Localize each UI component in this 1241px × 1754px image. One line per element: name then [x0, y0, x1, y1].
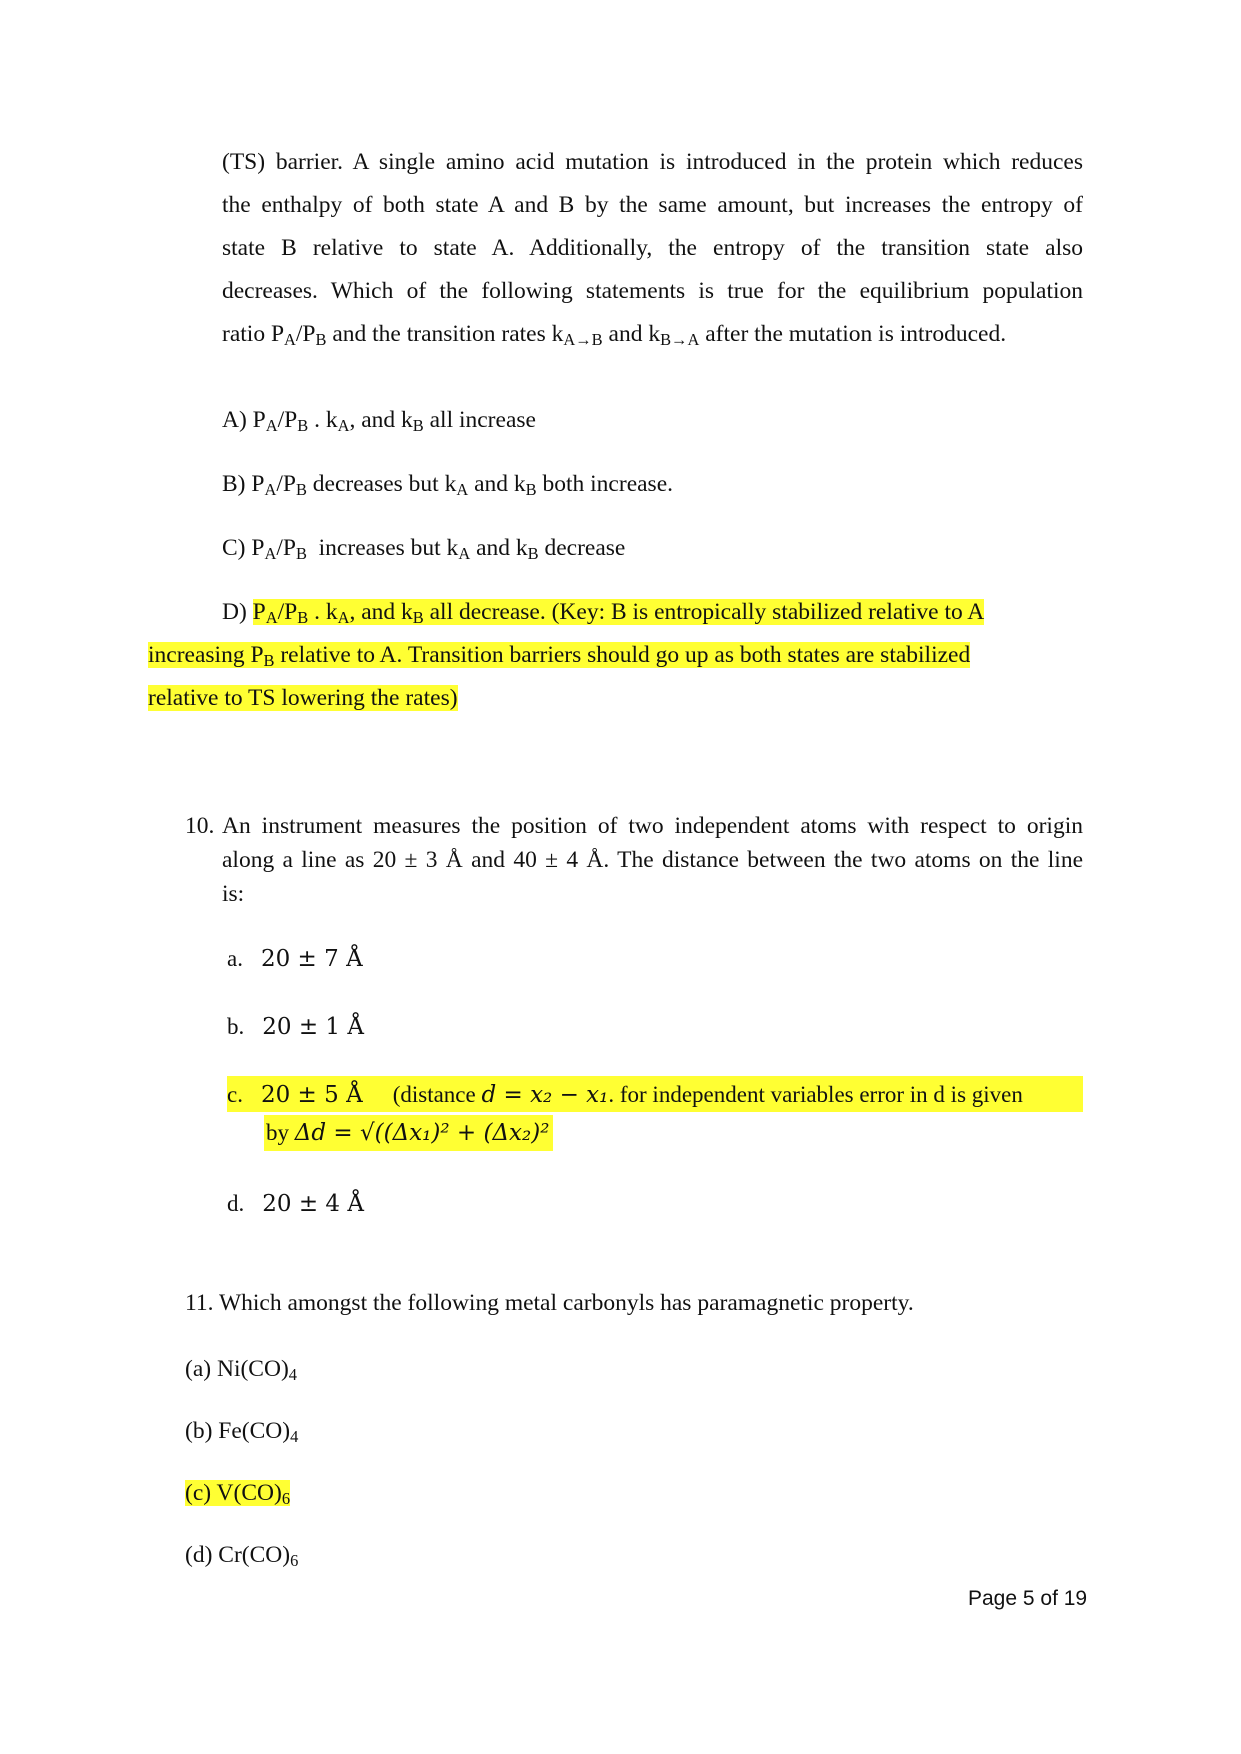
q9-stem-line: the enthalpy of both state A and B by the same amount, but increases the entropy of: [222, 192, 1083, 218]
answer-highlight: (c) $V(CO)_6$: [185, 1480, 291, 1509]
answer-highlight: $P_A/P_B$ . $k_A$, and $k_B$ all decrease. (Key: B is entropically stabilized relative to A: [252, 599, 985, 628]
q11-option-b: (b) $Fe(CO)_4$: [185, 1418, 299, 1447]
q9-stem-line: (TS) barrier. A single amino acid mutation is introduced in the protein which reduces: [222, 149, 1083, 175]
q10-option-c-line1: c. 20 ± 5 Å (distance d = x₂ − x₁. for independent variables error in d is given: [227, 1082, 1023, 1108]
q9-stem-line: state B relative to state A. Additionally, the entropy of the transition state also: [222, 235, 1083, 261]
q11-option-d: (d) $Cr(CO)_6$: [185, 1542, 299, 1571]
q9-option-d-line1: D) $P_A/P_B$ . $k_A$, and $k_B$ all decrease. (Key: B is entropically stabilized relative to A: [222, 599, 985, 628]
q9-option-b: B) $P_A/P_B$ decreases but $k_A$ and $k_B$ both increase.: [222, 471, 674, 500]
q11-option-c: [185, 1476, 290, 1510]
q9-stem-last-line: ratio $P_A/P_B$ and the transition rates $k_{A\to B}$ and $k_{B\to A}$ after the mutation is introduced.: [222, 321, 1007, 350]
q10-number: 10.: [185, 813, 215, 839]
q9-option-a: A) $P_A/P_B$ . $k_A$, and $k_B$ all increase: [222, 407, 536, 436]
q10-stem-line: is:: [222, 881, 245, 907]
q10-option-d: d. 20 ± 4 Å: [227, 1191, 364, 1217]
q10-option-c-line2: by Δd = √((Δx₁)² + (Δx₂)²: [266, 1120, 550, 1146]
q9-option-c: C) $P_A/P_B$ increases but $k_A$ and $k_B$ decrease: [222, 535, 626, 564]
q9-option-d-line2: increasing $P_B$ relative to A. Transition barriers should go up as both states are stabilized: [148, 642, 971, 671]
q10-stem-line: An instrument measures the position of two independent atoms with respect to origin: [222, 813, 1083, 839]
q10-stem-line: along a line as 20 ± 3 Å and 40 ± 4 Å. The distance between the two atoms on the line: [222, 847, 1083, 873]
q10-option-b: b. 20 ± 1 Å: [227, 1014, 364, 1040]
q11-option-a: (a) $Ni(CO)_4$: [185, 1356, 297, 1385]
q9-option-d-line3: relative to TS lowering the rates): [148, 685, 458, 711]
page-number: Page 5 of 19: [968, 1587, 1088, 1610]
q9-stem-line: decreases. Which of the following statements is true for the equilibrium population: [222, 278, 1083, 304]
q10-option-a: a. 20 ± 7 Å: [227, 946, 363, 972]
q11-stem: 11. Which amongst the following metal carbonyls has paramagnetic property.: [185, 1290, 914, 1316]
